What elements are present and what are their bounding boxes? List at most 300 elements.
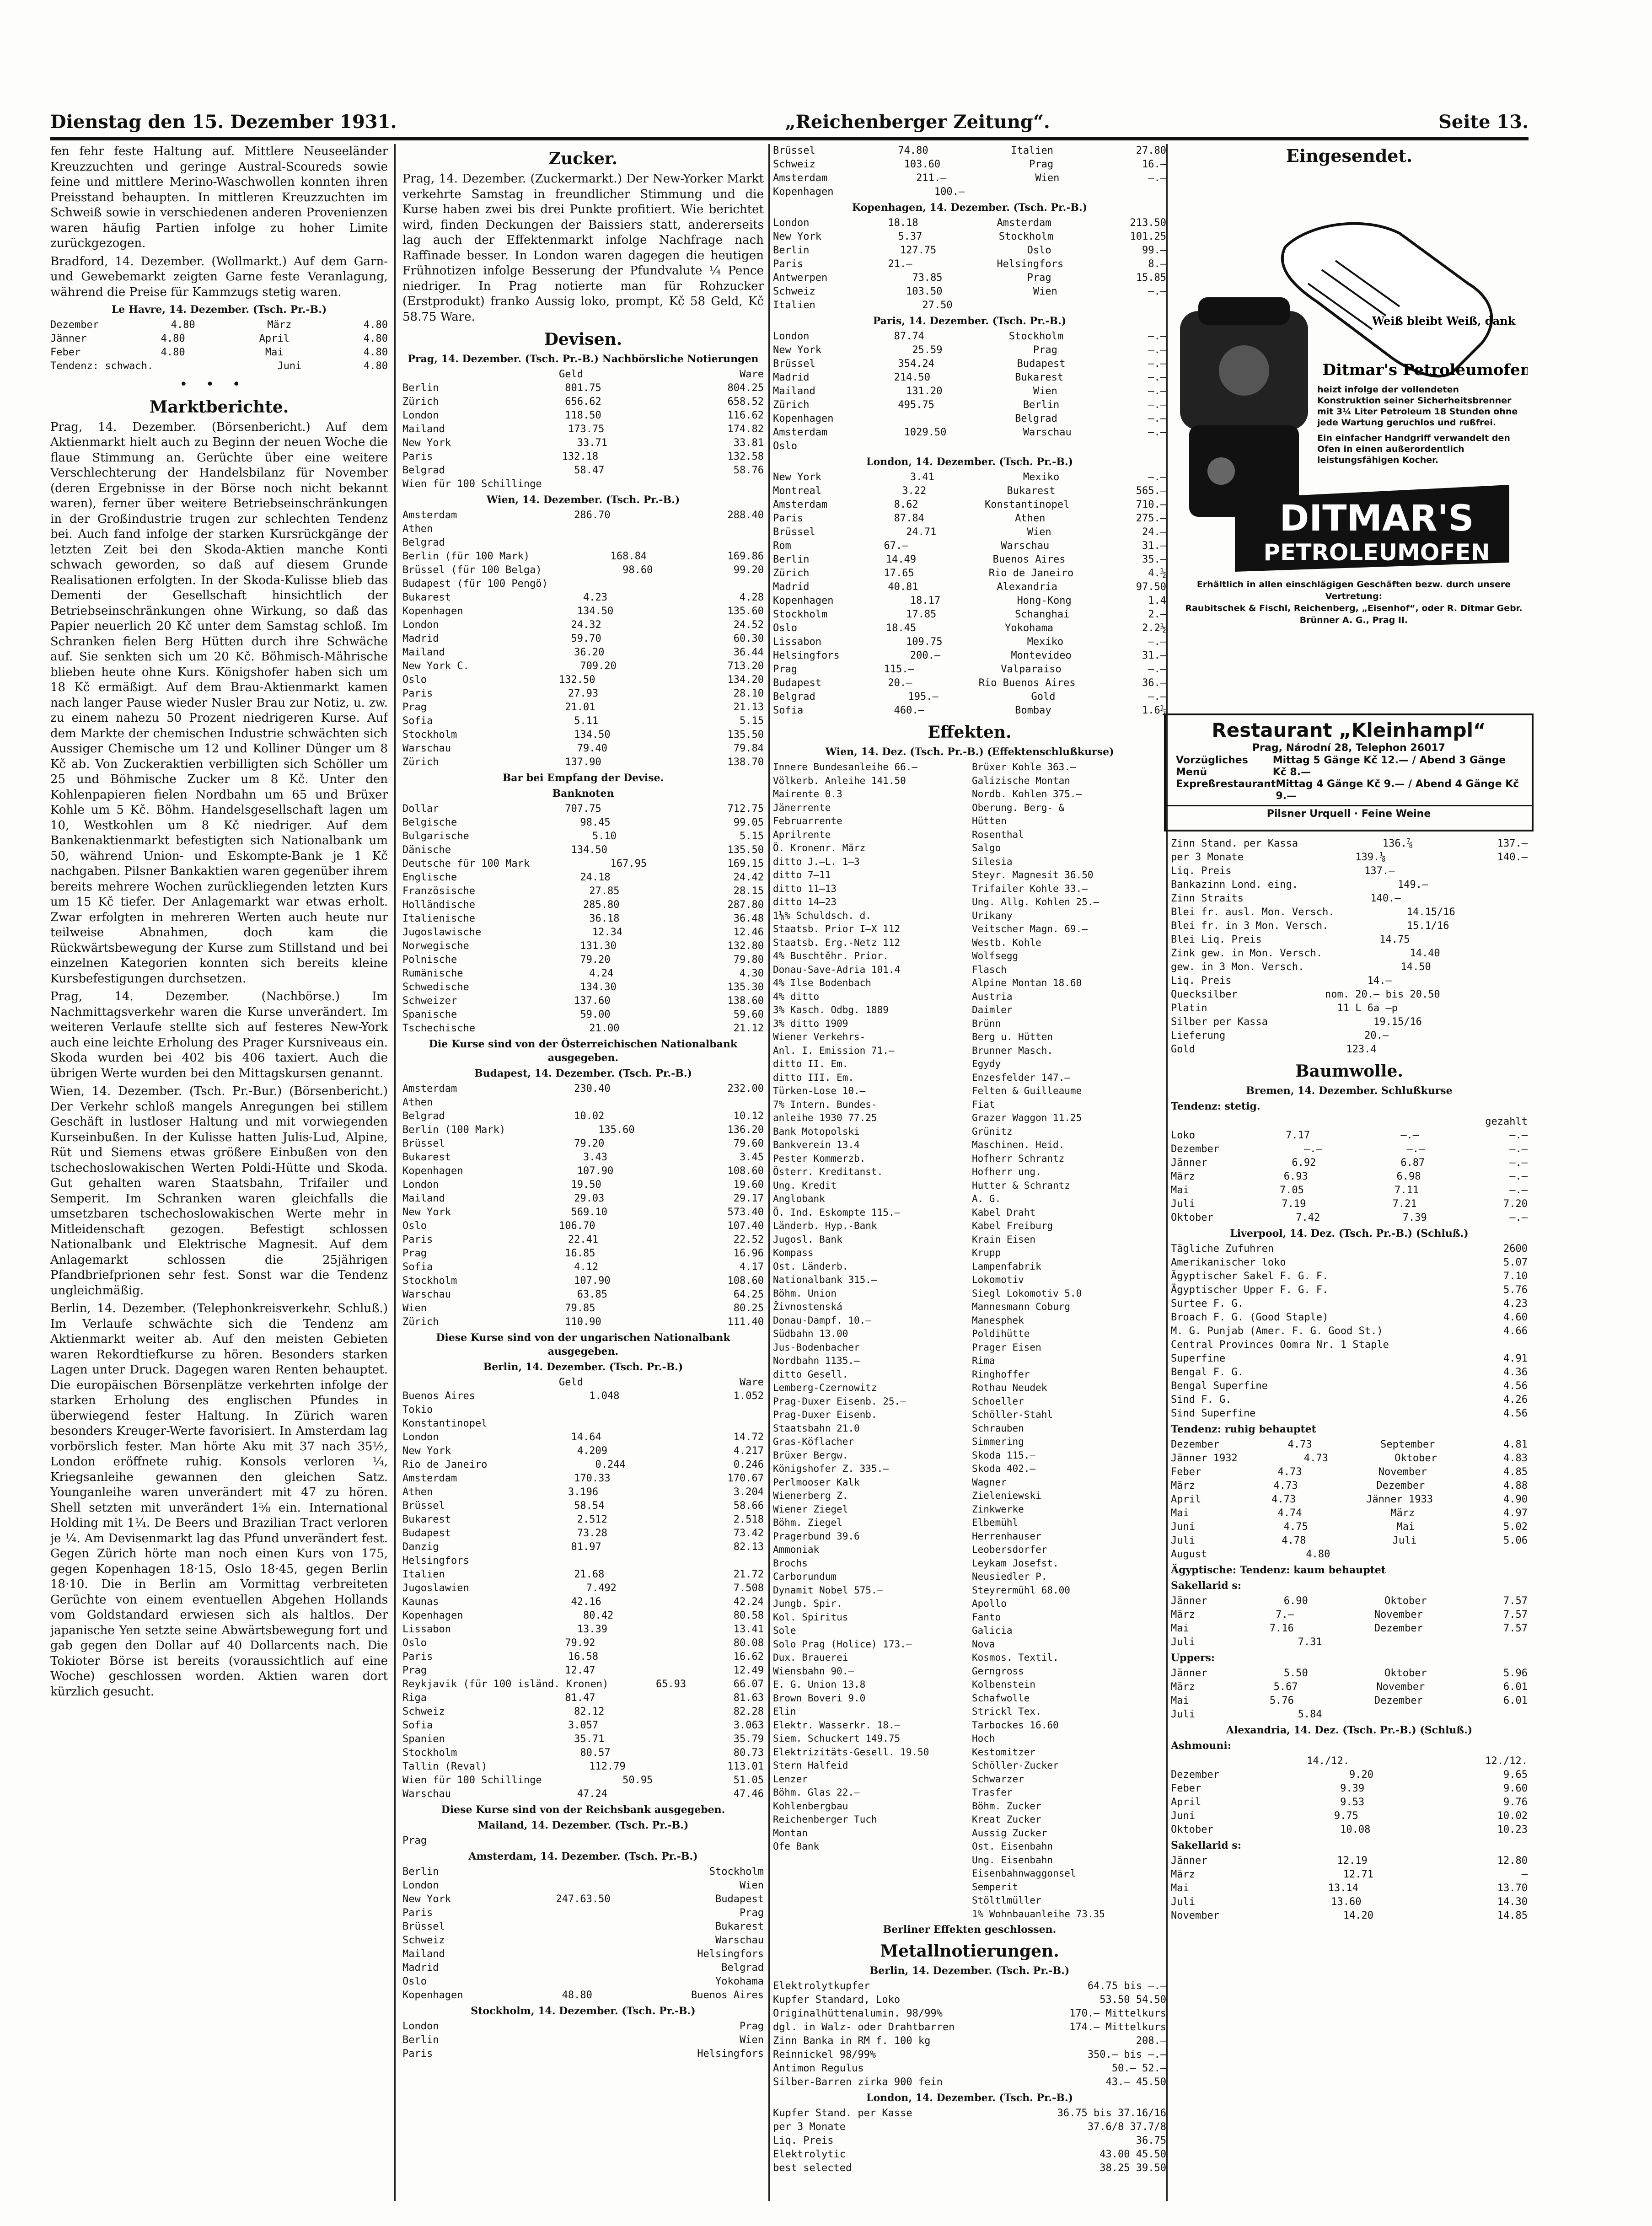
table-cell: Mexiko bbox=[1023, 472, 1060, 483]
table-cell: 33.81 bbox=[733, 437, 764, 449]
restaurant-title: Restaurant „Kleinhampl“ bbox=[1212, 719, 1486, 741]
table-cell: Jänner bbox=[50, 333, 87, 344]
table-cell: Belgrad bbox=[1015, 413, 1057, 424]
table-cell: 137.60 bbox=[574, 995, 611, 1007]
table-row bbox=[402, 1678, 764, 1691]
table-cell: 13.70 bbox=[1497, 1883, 1528, 1894]
table-cell: 6.90 bbox=[1283, 1595, 1308, 1607]
table-cell: Mai bbox=[265, 347, 284, 358]
table-cell: 1029.50 bbox=[904, 427, 947, 438]
list-item: Elektr. Wasserkr. 18.— bbox=[773, 1719, 901, 1731]
table-cell: —.— bbox=[1509, 1130, 1528, 1141]
list-item: ditto 14—23 bbox=[773, 896, 837, 907]
table-cell: 495.75 bbox=[898, 399, 934, 411]
table-cell: 132.80 bbox=[727, 940, 764, 952]
table-cell: 3.057 bbox=[568, 1720, 599, 1731]
list-item: Krain Eisen bbox=[972, 1234, 1036, 1245]
table-row bbox=[773, 244, 1166, 257]
table-cell: 4.74 bbox=[1277, 1507, 1302, 1519]
liverpool-futures-table bbox=[1171, 1438, 1528, 1561]
table-cell: 134.20 bbox=[727, 674, 764, 686]
table-cell: 7.05 bbox=[1279, 1185, 1304, 1196]
list-item: Ö. Kronenr. März bbox=[773, 842, 866, 853]
table-cell: 135.30 bbox=[727, 982, 764, 993]
table-cell: 6.98 bbox=[1396, 1171, 1421, 1182]
list-item: ditto 7—11 bbox=[773, 869, 831, 880]
table-cell: 4.24 bbox=[589, 968, 614, 979]
table-cell: 4.56 bbox=[1503, 1380, 1528, 1392]
berlin-stock-report: Berlin, 14. Dezember. (Telephonkreisverkehr. Schluß.) Im Verlaufe schwächte sich die Tendenz am Aktienmarkt weiter ab. Auf den meisten Gebieten waren Rekordtiefkurse zu hören. Besonders starken Lagen unter Druck. Dagegen waren Renten behauptet. Die europäischen Börsenplätze verkehrten infolge der starken Erholung des englischen Pfundes in überwiegend fester Haltung. In Zürich waren besonders Kreuger-Werte favorisiert. In Amsterdam lag vorbörslich fester. Man hörte Aku mit 37 nach 35½, London eröffnete ruhig. Konsols verloren ¼, Kriegsanleihe gewannen den gleichen Satz. Younganleihe waren unverändert mit 47 zu hören. Shell setzten mit unverändert 1⅝ ein. International Holding mit 1¼. De Beers und Brazilian Tract verloren je ¼. Am Devisenmarkt lag das Pfund unverändert fest. Gegen Zürich hörte man noch einen Kurs von 175, gegen Kopenhagen 18·15, Oslo 18·45, gegen Berlin 18·10. Die in Berlin am Vormittag verbreiteten Gerüchte von einem eventuellen Abgehen Hollands vom Goldstandard erwiesen sich als haltlos. Der japanische Yen setzte seine Abwärtsbewegung fort und gab gegen den Dollar auf 40 Dollarcents nach. Die Tokioter Börse ist bereits (voraussichtlich auf eine Woche) geschlossen worden. Aktien waren dort kürzlich gesucht. bbox=[50, 1302, 388, 1699]
table-cell: Mai bbox=[1171, 1507, 1189, 1519]
table-cell: Schwedische bbox=[402, 982, 469, 993]
list-item: Februarrente bbox=[773, 815, 842, 826]
list-item: 1⅛% Schuldsch. d. bbox=[773, 910, 871, 921]
table-row bbox=[402, 1623, 764, 1636]
table-row bbox=[773, 172, 1166, 185]
table-cell: Budapest bbox=[1017, 358, 1066, 370]
table-cell: —.— bbox=[1303, 1143, 1322, 1155]
table-cell: 79.40 bbox=[577, 743, 607, 754]
fx-table-continued bbox=[773, 144, 1166, 199]
table-cell: Wien bbox=[1033, 386, 1057, 397]
london-table bbox=[773, 471, 1166, 718]
table-cell: 7.20 bbox=[1503, 1198, 1528, 1210]
table-cell: 9.20 bbox=[1349, 1769, 1373, 1781]
section-heading-devisen: Devisen. bbox=[544, 330, 622, 349]
table-cell: Wien bbox=[1035, 172, 1060, 184]
table-row bbox=[402, 1315, 764, 1329]
table-cell: 5.76 bbox=[1503, 1284, 1528, 1296]
table-cell: Berlin bbox=[773, 245, 810, 256]
list-item: Böhm. Union bbox=[773, 1287, 837, 1299]
table-cell: 31.— bbox=[1142, 540, 1166, 552]
table-cell: Blei Liq. Preis bbox=[1171, 934, 1262, 945]
list-item: Brünn bbox=[972, 1018, 1001, 1029]
table-cell: London bbox=[402, 1432, 439, 1443]
table-cell: 132.18 bbox=[562, 451, 599, 462]
table-cell: 73.28 bbox=[577, 1528, 607, 1539]
table-cell: Zürich bbox=[402, 1316, 439, 1328]
table-row bbox=[773, 2162, 1166, 2175]
table-cell: 79.80 bbox=[733, 954, 764, 965]
list-item: Tarbockes 16.60 bbox=[972, 1719, 1059, 1731]
banknotes-table bbox=[402, 802, 764, 1035]
table-cell: 80.25 bbox=[733, 1303, 764, 1314]
table-cell: 106.70 bbox=[559, 1220, 595, 1232]
table-cell: 15.85 bbox=[1136, 272, 1166, 284]
table-cell: 5.07 bbox=[1503, 1257, 1528, 1268]
berlin-closed-note: Berliner Effekten geschlossen. bbox=[883, 1924, 1057, 1936]
table-cell: 19.60 bbox=[733, 1179, 764, 1191]
table-cell: —.— bbox=[1148, 172, 1166, 184]
list-item: Kol. Spiritus bbox=[773, 1611, 848, 1623]
list-item: Kestomitzer bbox=[972, 1746, 1036, 1758]
havre-heading: Le Havre, 14. Dezember. (Tsch. Pr.-B.) bbox=[111, 304, 327, 316]
table-cell: New York bbox=[402, 1207, 451, 1218]
table-cell: 4.91 bbox=[1503, 1353, 1528, 1364]
table-cell: 350.— bis —.— bbox=[1087, 2049, 1166, 2060]
uppers-heading: Uppers: bbox=[1171, 1652, 1215, 1664]
table-cell: Helsingfors bbox=[697, 2048, 764, 2060]
table-row bbox=[1171, 1465, 1528, 1479]
list-item: Trasfer bbox=[972, 1787, 1013, 1798]
table-cell: 170.33 bbox=[574, 1473, 611, 1484]
table-cell: Silber per Kassa bbox=[1171, 1016, 1268, 1028]
table-cell: Wien bbox=[740, 1880, 764, 1891]
table-cell: Stockholm bbox=[402, 1747, 457, 1759]
table-cell: 460.— bbox=[894, 705, 924, 716]
table-cell: Bukarest bbox=[402, 1514, 451, 1525]
table-cell: 113.01 bbox=[727, 1761, 764, 1772]
table-row bbox=[402, 1110, 764, 1123]
table-cell: Bukarest bbox=[715, 1921, 764, 1932]
table-cell: 4.80 bbox=[363, 333, 388, 344]
table-cell: 64.75 bis —.— bbox=[1087, 1980, 1166, 1992]
table-row bbox=[402, 1760, 764, 1774]
table-cell: 47.46 bbox=[733, 1788, 764, 1800]
list-item: Steyr. Magnesit 36.50 bbox=[972, 869, 1094, 880]
table-row bbox=[773, 676, 1166, 690]
table-cell: 3.196 bbox=[568, 1486, 599, 1498]
table-cell: Stockholm bbox=[1008, 331, 1064, 342]
table-cell: Amsterdam bbox=[773, 499, 828, 510]
table-row bbox=[402, 1865, 764, 1879]
table-row bbox=[773, 144, 1166, 158]
list-item: ditto J.—L. 1—3 bbox=[773, 856, 860, 867]
table-cell: 5.11 bbox=[574, 715, 599, 727]
list-item: Hoch bbox=[972, 1733, 995, 1744]
header-paper-title: „Reichenberger Zeitung“. bbox=[785, 111, 1050, 133]
table-cell: 36.75 bbox=[1136, 2135, 1166, 2146]
table-cell: London bbox=[402, 619, 439, 631]
list-item: Galicia bbox=[972, 1625, 1013, 1636]
table-cell: Paris bbox=[402, 2048, 433, 2060]
table-cell: 4.80 bbox=[1306, 1549, 1330, 1560]
restaurant-menu bbox=[1166, 755, 1532, 802]
table-cell: Bukarest bbox=[1015, 372, 1064, 383]
list-item: Poldihütte bbox=[972, 1328, 1030, 1339]
table-row bbox=[1171, 1438, 1528, 1452]
list-item: Nordbahn 1135.— bbox=[773, 1355, 860, 1366]
table-cell: 82.12 bbox=[574, 1706, 605, 1717]
table-cell: 4.23 bbox=[583, 592, 607, 603]
table-cell: 149.— bbox=[1397, 879, 1428, 890]
table-cell: 12.46 bbox=[733, 927, 764, 938]
table-cell: Sofia bbox=[402, 1261, 433, 1273]
list-item: Mairente 0.3 bbox=[773, 788, 842, 799]
table-cell: 98.60 bbox=[622, 564, 653, 576]
reichsbank-note: Diese Kurse sind von der Reichsbank ausgegeben. bbox=[441, 1804, 725, 1816]
table-row bbox=[773, 2107, 1166, 2120]
table-row bbox=[773, 1979, 1166, 1993]
table-cell: Rio Buenos Aires bbox=[978, 677, 1076, 689]
table-row bbox=[402, 1261, 764, 1274]
table-row bbox=[402, 1219, 764, 1233]
table-cell: 80.42 bbox=[583, 1610, 614, 1621]
table-cell: Zürich bbox=[402, 396, 439, 408]
table-cell: 7.492 bbox=[586, 1582, 617, 1594]
table-row bbox=[402, 1096, 764, 1110]
table-cell: 36.— bbox=[1142, 677, 1166, 689]
list-item: Eisenbahnwaggonsel bbox=[972, 1868, 1076, 1879]
list-item: Veitscher Magn. 69.— bbox=[972, 923, 1088, 934]
restaurant-beer: Pilsner Urquell · Feine Weine bbox=[1166, 805, 1532, 820]
prague-afterhours-report: Prag, 14. Dezember. (Nachbörse.) Im Nachmittagsverkehr waren die Kurse unverändert. Im weiteren Verlaufe stellte sich auf festeres New-York auch eine leichte Erholung des Prager Kursniveaus ein. Skoda wurden bei 402 bis 406 taxiert. Auch die übrigen Werte wurden bei den Mittagskursen genannt. bbox=[50, 990, 388, 1080]
amsterdam-subheading: Amsterdam, 14. Dezember. (Tsch. Pr.-B.) bbox=[468, 1851, 698, 1862]
table-row bbox=[773, 412, 1166, 426]
list-item: Königshofer Z. 335.— bbox=[773, 1463, 889, 1474]
table-cell: 14.20 bbox=[1343, 1910, 1373, 1921]
table-cell: 12.49 bbox=[733, 1665, 764, 1676]
table-cell: 195.— bbox=[908, 691, 939, 703]
table-cell: 36.75 bis 37.16/16 bbox=[1057, 2108, 1166, 2119]
table-cell: 127.75 bbox=[900, 245, 937, 256]
table-cell: Juli bbox=[1171, 1535, 1195, 1546]
table-cell: 12.47 bbox=[565, 1665, 595, 1676]
table-cell: Mittag 5 Gänge Kč 12.— / Abend 3 Gänge Kč 8.— bbox=[1272, 755, 1506, 778]
table-cell: Berlin bbox=[402, 1866, 439, 1877]
table-row bbox=[402, 577, 764, 591]
table-cell: 59.00 bbox=[580, 1009, 611, 1020]
list-item: Wagner bbox=[972, 1476, 1007, 1488]
table-cell: 710.— bbox=[1136, 499, 1166, 510]
table-row bbox=[1171, 933, 1528, 947]
table-cell: Norwegische bbox=[402, 940, 469, 952]
table-cell: Feber bbox=[1171, 1466, 1201, 1478]
list-item: Bank Motopolski bbox=[773, 1126, 860, 1137]
table-row bbox=[402, 1458, 764, 1472]
table-cell: gezahlt bbox=[1485, 1116, 1528, 1127]
table-cell: 1.6½ bbox=[1142, 705, 1166, 716]
table-row bbox=[402, 464, 764, 477]
table-row bbox=[402, 1893, 764, 1906]
table-cell: 4.85 bbox=[1503, 1466, 1528, 1478]
table-row bbox=[1171, 1608, 1528, 1622]
table-cell: 1.052 bbox=[733, 1390, 764, 1402]
table-cell: 59.70 bbox=[571, 633, 601, 644]
list-item: Böhm. Glas 22.— bbox=[773, 1787, 860, 1798]
table-cell: Rio de Janeiro bbox=[402, 1459, 488, 1470]
table-cell: 48.80 bbox=[562, 1990, 592, 2001]
table-cell: 287.80 bbox=[727, 899, 764, 911]
table-cell: Paris bbox=[402, 688, 433, 699]
table-cell: 139.⅛ bbox=[1355, 852, 1386, 863]
list-item: Dynamit Nobel 575.— bbox=[773, 1584, 883, 1596]
table-row bbox=[402, 939, 764, 953]
table-cell: Juli bbox=[1171, 1709, 1195, 1720]
table-cell: 5.84 bbox=[1298, 1709, 1322, 1720]
table-cell: 4.75 bbox=[1283, 1521, 1308, 1533]
table-row bbox=[1171, 906, 1528, 919]
table-cell: 107.40 bbox=[727, 1220, 764, 1232]
table-cell: 103.60 bbox=[904, 159, 941, 170]
table-row bbox=[773, 371, 1166, 385]
table-cell: Mai bbox=[1171, 1185, 1189, 1196]
table-cell: 573.40 bbox=[727, 1207, 764, 1218]
table-row bbox=[1171, 1211, 1528, 1225]
table-row bbox=[402, 1499, 764, 1513]
table-cell: Zinn Banka in RM f. 100 kg bbox=[773, 2035, 931, 2047]
table-cell: 9.53 bbox=[1340, 1797, 1365, 1808]
table-row bbox=[1171, 1338, 1528, 1352]
table-row bbox=[773, 704, 1166, 718]
table-cell: 103.50 bbox=[906, 286, 943, 297]
table-cell: Dezember bbox=[1171, 1769, 1219, 1781]
table-cell: 21.12 bbox=[733, 1023, 764, 1034]
table-cell: Kopenhagen bbox=[402, 1990, 463, 2001]
table-row bbox=[402, 450, 764, 464]
table-cell: 4.17 bbox=[740, 1261, 764, 1273]
table-cell: gew. in 3 Mon. Versch. bbox=[1171, 961, 1304, 973]
table-cell: Berlin bbox=[402, 2034, 439, 2046]
table-cell: Stockholm bbox=[402, 729, 457, 740]
table-cell: 107.90 bbox=[574, 1275, 611, 1287]
table-cell: 81.97 bbox=[571, 1541, 601, 1553]
table-row bbox=[402, 714, 764, 728]
list-item: Steyrermühl 68.00 bbox=[972, 1584, 1070, 1596]
table-cell: 13.41 bbox=[733, 1624, 764, 1635]
table-row bbox=[402, 618, 764, 632]
table-cell: nom. 20.— bis 20.50 bbox=[1325, 989, 1440, 1000]
table-cell: 7.10 bbox=[1503, 1271, 1528, 1282]
table-row bbox=[773, 539, 1166, 553]
list-item: Westb. Kohle bbox=[972, 937, 1041, 948]
table-row bbox=[402, 368, 764, 381]
table-cell: 27.50 bbox=[922, 300, 953, 311]
table-cell: 7.16 bbox=[1269, 1623, 1294, 1634]
table-cell: 135.60 bbox=[598, 1124, 635, 1136]
table-row bbox=[402, 381, 764, 395]
table-cell: Prag bbox=[402, 1665, 427, 1676]
table-cell: Berlin bbox=[402, 382, 439, 394]
table-cell: 22.41 bbox=[568, 1234, 599, 1245]
table-cell: 4.209 bbox=[577, 1445, 607, 1457]
table-cell: 36.18 bbox=[589, 913, 620, 924]
table-cell: April bbox=[1171, 1494, 1201, 1505]
list-item: Völkerb. Anleihe 141.50 bbox=[773, 775, 906, 786]
table-cell: 16.58 bbox=[568, 1651, 599, 1663]
table-cell: 0.246 bbox=[733, 1459, 764, 1470]
table-cell: 4.½ bbox=[1148, 568, 1166, 579]
list-item: Strickl Tex. bbox=[972, 1706, 1041, 1717]
table-cell: —.— bbox=[1509, 1143, 1528, 1155]
table-row bbox=[402, 701, 764, 714]
table-row bbox=[402, 1376, 764, 1389]
table-cell: 4.78 bbox=[1282, 1535, 1306, 1546]
list-item: Länderb. Hyp.-Bank bbox=[773, 1220, 877, 1231]
table-row bbox=[402, 1486, 764, 1499]
table-cell: 3.204 bbox=[733, 1486, 764, 1498]
effekten-list-right bbox=[972, 761, 1166, 1921]
table-cell: 7.57 bbox=[1503, 1623, 1528, 1634]
table-cell: 18.45 bbox=[885, 622, 917, 634]
list-item: Rosenthal bbox=[972, 829, 1024, 840]
table-cell: Quecksilber bbox=[1171, 989, 1238, 1000]
list-item: Flasch bbox=[972, 964, 1007, 975]
table-row bbox=[1171, 974, 1528, 988]
list-item: Pester Kommerzb. bbox=[773, 1153, 866, 1164]
list-item: Elbemühl bbox=[972, 1517, 1019, 1528]
list-item: Staatsb. Prior I—X 112 bbox=[773, 923, 901, 934]
table-cell: März bbox=[1171, 1480, 1195, 1491]
table-cell: November bbox=[1374, 1609, 1423, 1620]
table-cell: 50.95 bbox=[622, 1775, 653, 1786]
table-cell: 35.79 bbox=[733, 1733, 764, 1745]
list-item: Brunner Masch. bbox=[972, 1045, 1053, 1056]
table-row bbox=[402, 857, 764, 871]
table-cell: 16.62 bbox=[733, 1651, 764, 1663]
list-item: ditto II. Em. bbox=[773, 1058, 848, 1069]
table-row bbox=[402, 605, 764, 618]
table-cell: Deutsche für 100 Mark bbox=[402, 858, 530, 869]
table-row bbox=[1171, 1636, 1528, 1649]
table-cell: 10.02 bbox=[1497, 1810, 1528, 1822]
table-row bbox=[50, 318, 388, 332]
list-item: Enzesfelder 147.— bbox=[972, 1072, 1070, 1083]
table-cell: Oslo bbox=[402, 1220, 427, 1232]
table-cell: 24.42 bbox=[733, 872, 764, 883]
list-item: Staatsb. Erg.-Netz 112 bbox=[773, 937, 901, 948]
table-row bbox=[402, 1834, 764, 1848]
table-cell: Zürich bbox=[402, 756, 439, 768]
list-item: Leobersdorfer bbox=[972, 1544, 1047, 1555]
liverpool-table bbox=[1171, 1242, 1528, 1421]
table-cell: 107.90 bbox=[577, 1165, 614, 1177]
table-cell: 4.28 bbox=[740, 592, 764, 603]
table-cell: Mai bbox=[1396, 1521, 1415, 1533]
table-cell: Ägyptischer Upper F. G. F. bbox=[1171, 1284, 1329, 1296]
list-item: Silesia bbox=[972, 856, 1013, 867]
table-cell: Brüssel bbox=[402, 1921, 445, 1932]
table-cell: 14.15/16 bbox=[1406, 906, 1455, 918]
table-row bbox=[1171, 947, 1528, 960]
table-cell: 9.76 bbox=[1503, 1797, 1528, 1808]
table-row bbox=[1171, 1170, 1528, 1184]
table-cell: August bbox=[1171, 1549, 1207, 1560]
table-row bbox=[402, 1123, 764, 1137]
table-cell: Schweiz bbox=[402, 1706, 445, 1717]
list-item: Sole bbox=[773, 1625, 796, 1636]
table-cell: 4.81 bbox=[1503, 1439, 1528, 1450]
table-cell: Konstantinopel bbox=[402, 1418, 488, 1429]
table-cell: —.— bbox=[1406, 1143, 1425, 1155]
table-row bbox=[773, 526, 1166, 539]
table-row bbox=[402, 1540, 764, 1554]
table-cell: 82.13 bbox=[733, 1541, 764, 1553]
table-cell: 13.60 bbox=[1331, 1896, 1362, 1908]
table-row bbox=[773, 484, 1166, 498]
list-item: Kosmos. Textil. bbox=[972, 1652, 1059, 1663]
vienna-stock-report: Wien, 14. Dezember. (Tsch. Pr.-Bur.) (Börsenbericht.) Der Verkehr schloß mangels Anregungen bei stillem Geschäft in lustloser Haltung und mit vorwiegenden Kurseinbußen. In der Kulisse hatten Julis-Lud, Alpine, Rüt und Siemens etwas größere Einbußen von den tschechoslowakischen Werten Poldi-Hütte und Skoda. Gut gehalten waren Staatsbahn, Trifailer und Semperit. Im Schranken waren gleichfalls die umsetzbaren tschechoslowakischen Werte mehr in Mitleidenschaft gezogen. Befestigt schlossen Nationalbank und Elektrische Magnesit. Auf dem Anlagemarkt schlossen die 25jährigen Pfandbriefprionen sehr fest. Sonst war die Tendenz ungleichmäßig. bbox=[50, 1084, 388, 1298]
table-cell: —.— bbox=[1148, 413, 1166, 424]
table-row bbox=[1171, 1680, 1528, 1694]
table-row bbox=[402, 1582, 764, 1595]
table-row bbox=[402, 1906, 764, 1920]
table-cell: Kupfer Stand. per Kasse bbox=[773, 2108, 912, 2119]
ad-description: heizt infolge der vollendeten Konstruktion seiner Sicherheitsbrenner mit 3¼ Liter Petroleum 18 Stunden ohne jede Wartung geruchlos und rußfrei. bbox=[1317, 385, 1518, 428]
table-row bbox=[402, 1274, 764, 1288]
table-cell: 15.1/16 bbox=[1406, 920, 1449, 932]
list-item: Hutter & Schrantz bbox=[972, 1180, 1070, 1191]
list-item: Rima bbox=[972, 1355, 995, 1366]
table-row bbox=[1171, 1823, 1528, 1837]
list-item: Reichenberger Tuch bbox=[773, 1814, 877, 1825]
table-row bbox=[402, 409, 764, 423]
table-row bbox=[402, 673, 764, 687]
list-item: 3% Kasch. Odbg. 1889 bbox=[773, 1004, 889, 1015]
table-cell: Belgische bbox=[402, 817, 457, 828]
table-cell: 4.88 bbox=[1503, 1480, 1528, 1491]
